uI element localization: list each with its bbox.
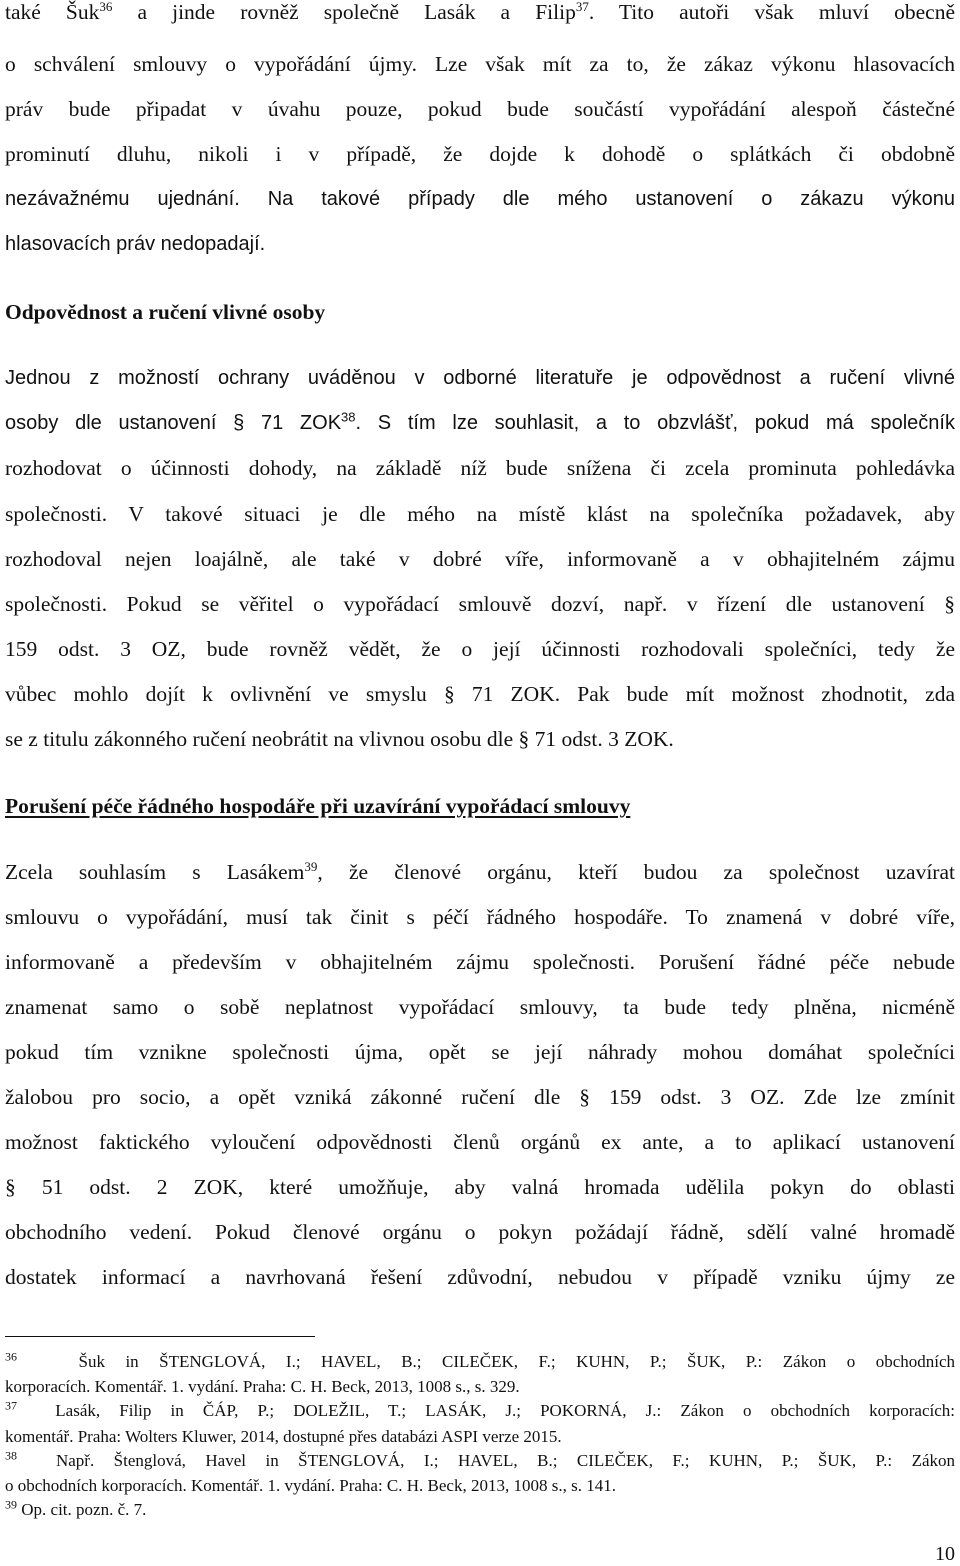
section-heading: Odpovědnost a ručení vlivné osoby xyxy=(5,300,326,324)
footnote-separator xyxy=(5,1336,315,1337)
paragraph-line: Jednou z možností ochrany uváděnou v odborné literatuře je odpovědnost a ručení vlivné xyxy=(5,367,955,389)
paragraph-line: pokud tím vznikne společnosti újma, opět se její náhrady mohou domáhat společníci xyxy=(5,1040,955,1064)
footnote-line: komentář. Praha: Wolters Kluwer, 2014, dostupné přes databázi ASPI verze 2015. xyxy=(5,1427,562,1446)
footnote-line: $^{36}$ Šuk in ŠTENGLOVÁ, I.; HAVEL, B.; CILEČEK, F.; KUHN, P.; ŠUK, P.: Zákon o obchodních xyxy=(5,1349,956,1371)
footnote-line: $^{38}$ Např. Štenglová, Havel in ŠTENGLOVÁ, I.; HAVEL, B.; CILEČEK, F.; KUHN, P.; ŠUK, P.: Zákon xyxy=(5,1448,956,1470)
paragraph-line: také Šuk$^{36}$ a jinde rovněž společně Lasák a Filip$^{37}$. Tito autoři však mluví obecně xyxy=(5,0,955,24)
paragraph-line: nezávažnému ujednání. Na takové případy dle mého ustanovení o zákazu výkonu xyxy=(5,188,955,210)
footnote-line: $^{39}$ Op. cit. pozn. č. 7. xyxy=(5,1497,147,1519)
paragraph-line: osoby dle ustanovení § 71 ZOK$^{38}$. S tím lze souhlasit, a to obzvlášť, pokud má společník xyxy=(5,409,955,434)
paragraph-line: 159 odst. 3 OZ, bude rovněž vědět, že o její účinnosti rozhodovali společníci, tedy že xyxy=(5,637,955,661)
paragraph-line: společnosti. Pokud se věřitel o vypořádací smlouvě dozví, např. v řízení dle ustanovení § xyxy=(5,592,955,616)
paragraph-line: znamenat samo o sobě neplatnost vypořádací smlouvy, ta bude tedy plněna, nicméně xyxy=(5,995,955,1019)
paragraph-line: možnost faktického vyloučení odpovědnosti členů orgánů ex ante, a to aplikací ustanovení xyxy=(5,1130,955,1154)
paragraph-line: žalobou pro socio, a opět vzniká zákonné ručení dle § 159 odst. 3 OZ. Zde lze zmínit xyxy=(5,1085,955,1109)
page-number: 10 xyxy=(935,1543,955,1565)
footnote-number: 39 xyxy=(5,1497,17,1512)
paragraph-line: hlasovacích práv nedopadají. xyxy=(5,233,266,255)
paragraph-line: prominutí dluhu, nikoli i v případě, že dojde k dohodě o splátkách či obdobně xyxy=(5,142,955,166)
footnote-line: $^{37}$ Lasák, Filip in ČÁP, P.; DOLEŽIL, T.; LASÁK, J.; POKORNÁ, J.: Zákon o obchodních korporacích: xyxy=(5,1398,955,1420)
paragraph-line: obchodního vedení. Pokud členové orgánu o pokyn požádají řádně, sdělí valné hromadě xyxy=(5,1220,955,1244)
footnote-number: 38 xyxy=(5,1448,17,1463)
footnote-number: 37 xyxy=(5,1398,17,1413)
footnote-ref[interactable]: 38 xyxy=(341,409,356,425)
footnote-ref[interactable]: 37 xyxy=(575,0,589,14)
paragraph-line: se z titulu zákonného ručení neobrátit na vlivnou osobu dle § 71 odst. 3 ZOK. xyxy=(5,727,674,751)
footnote-number: 36 xyxy=(5,1349,17,1364)
section-heading: Porušení péče řádného hospodáře při uzavírání vypořádací smlouvy xyxy=(5,794,631,818)
footnote-ref[interactable]: 36 xyxy=(99,0,113,14)
paragraph-line: rozhodoval nejen loajálně, ale také v dobré víře, informovaně a v obhajitelném zájmu xyxy=(5,547,955,571)
paragraph-line: rozhodovat o účinnosti dohody, na základě níž bude snížena či zcela prominuta pohledávka xyxy=(5,456,955,480)
paragraph-line: společnosti. V takové situaci je dle mého na místě klást na společníka požadavek, aby xyxy=(5,502,955,526)
paragraph-line: Zcela souhlasím s Lasákem$^{39}$, že členové orgánu, kteří budou za společnost uzavírat xyxy=(5,858,955,884)
paragraph-line: smlouvu o vypořádání, musí tak činit s péčí řádného hospodáře. To znamená v dobré víře, xyxy=(5,905,955,929)
footnote-line: o obchodních korporacích. Komentář. 1. vydání. Praha: C. H. Beck, 2013, 1008 s., s. 141. xyxy=(5,1476,616,1495)
paragraph-line: o schválení smlouvy o vypořádání újmy. Lze však mít za to, že zákaz výkonu hlasovacích xyxy=(5,52,955,76)
paragraph-line: práv bude připadat v úvahu pouze, pokud bude součástí vypořádání alespoň částečné xyxy=(5,97,955,121)
footnote-line: korporacích. Komentář. 1. vydání. Praha: C. H. Beck, 2013, 1008 s., s. 329. xyxy=(5,1377,520,1396)
footnote-ref[interactable]: 39 xyxy=(304,858,318,874)
paragraph-line: informovaně a především v obhajitelném zájmu společnosti. Porušení řádné péče nebude xyxy=(5,950,955,974)
paragraph-line: § 51 odst. 2 ZOK, které umožňuje, aby valná hromada udělila pokyn do oblasti xyxy=(5,1175,955,1199)
paragraph-line: dostatek informací a navrhovaná řešení zdůvodní, nebudou v případě vzniku újmy ze xyxy=(5,1265,955,1289)
paragraph-line: vůbec mohlo dojít k ovlivnění ve smyslu § 71 ZOK. Pak bude mít možnost zhodnotit, zda xyxy=(5,682,955,706)
